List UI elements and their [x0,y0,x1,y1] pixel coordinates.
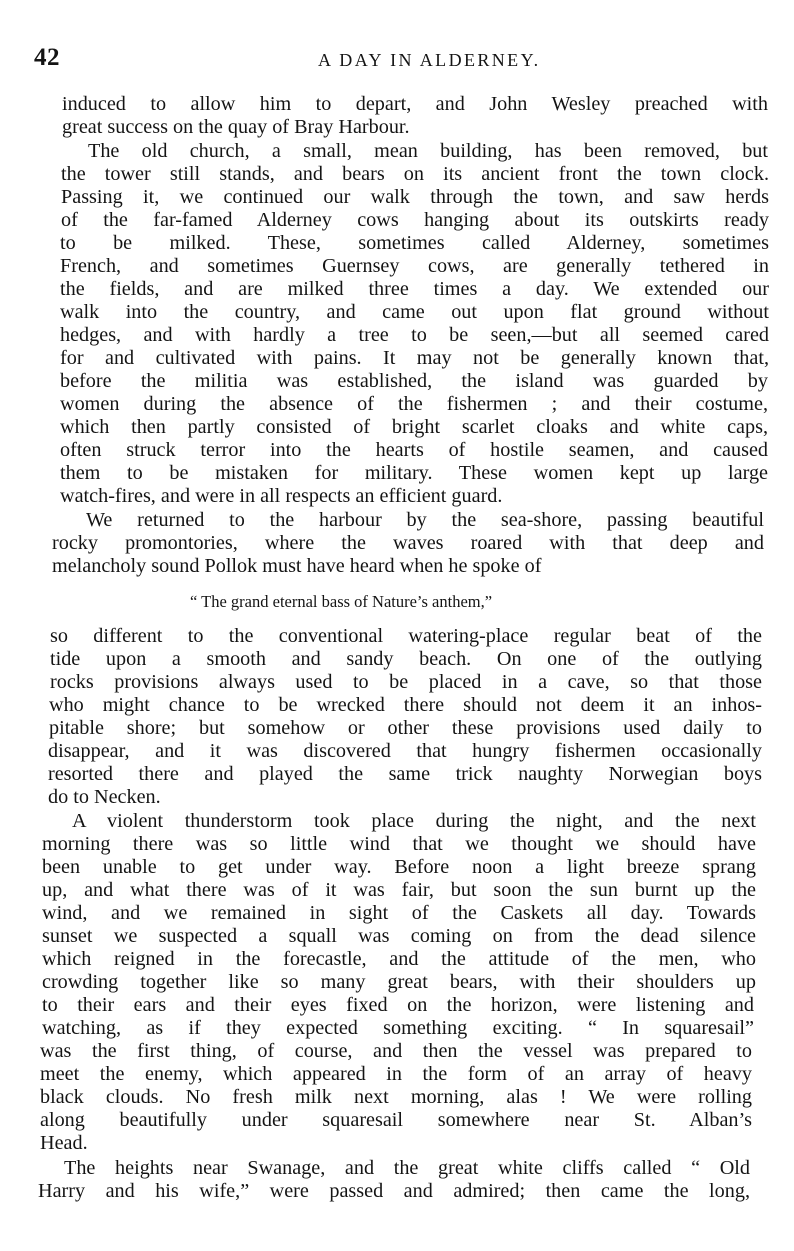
text-line: tide upon a smooth and sandy beach. On one of the outlying [50,648,762,670]
text-line: wind, and we remained in sight of the Caskets all day. Towards [42,902,756,924]
text-line: The heights near Swanage, and the great white cliffs called “ Old [64,1157,750,1179]
text-line: watch-fires, and were in all respects an efficient guard. [60,485,503,507]
text-line: often struck terror into the hearts of hostile seamen, and caused [60,439,768,461]
text-line: which then partly consisted of bright scarlet cloaks and white caps, [60,416,768,438]
text-line: great success on the quay of Bray Harbour. [62,116,410,138]
text-line: disappear, and it was discovered that hungry fishermen occasionally [48,740,762,762]
text-line: been unable to get under way. Before noon a light breeze sprang [42,856,756,878]
text-line: crowding together like so many great bears, with their shoulders up [42,971,756,993]
text-line: morning there was so little wind that we thought we should have [42,833,756,855]
text-line: the fields, and are milked three times a day. We extended our [60,278,769,300]
text-line: rocky promontories, where the waves roared with that deep and [52,532,764,554]
text-line: walk into the country, and came out upon flat ground without [60,301,769,323]
text-line: of the far-famed Alderney cows hanging about its outskirts ready [61,209,769,231]
text-line: watching, as if they expected something exciting. “ In squaresail” [42,1017,754,1039]
text-line: Harry and his wife,” were passed and admired; then came the long, [38,1180,750,1202]
text-line: Passing it, we continued our walk through the town, and saw herds [61,186,769,208]
text-line: before the militia was established, the island was guarded by [60,370,768,392]
text-line: do to Necken. [48,786,161,808]
text-line: women during the absence of the fishermen ; and their costume, [60,393,768,415]
text-line: along beautifully under squaresail somewhere near St. Alban’s [40,1109,752,1131]
text-line: induced to allow him to depart, and John Wesley preached with [62,93,768,115]
text-line: Head. [40,1132,88,1154]
text-line: the tower still stands, and bears on its ancient front the town clock. [61,163,769,185]
text-line: rocks provisions always used to be placed in a cave, so that those [50,671,762,693]
text-line: which reigned in the forecastle, and the attitude of the men, who [42,948,756,970]
text-line: who might chance to be wrecked there should not deem it an inhos- [49,694,762,716]
text-line: for and cultivated with pains. It may not be generally known that, [60,347,769,369]
text-line: so different to the conventional watering-place regular beat of the [50,625,762,647]
block-quote: “ The grand eternal bass of Nature’s anthem,” [190,592,493,611]
text-line: black clouds. No fresh milk next morning, alas ! We were rolling [40,1086,752,1108]
text-line: them to be mistaken for military. These women kept up large [60,462,768,484]
text-line: The old church, a small, mean building, has been removed, but [88,140,768,162]
text-line: up, and what there was of it was fair, but soon the sun burnt up the [42,879,756,901]
running-title: A DAY IN ALDERNEY. [318,50,541,70]
page-number: 42 [34,44,60,71]
text-line: resorted there and played the same trick naughty Norwegian boys [48,763,762,785]
text-line: French, and sometimes Guernsey cows, are generally tethered in [60,255,769,277]
text-line: A violent thunderstorm took place during the night, and the next [72,810,756,832]
text-line: pitable shore; but somehow or other these provisions used daily to [49,717,762,739]
text-line: to be milked. These, sometimes called Alderney, sometimes [60,232,769,254]
page-header [34,44,774,76]
text-line: sunset we suspected a squall was coming on from the dead silence [42,925,756,947]
text-line: hedges, and with hardly a tree to be seen,—but all seemed cared [60,324,769,346]
text-line: was the first thing, of course, and then the vessel was prepared to [40,1040,752,1062]
text-line: melancholy sound Pollok must have heard when he spoke of [52,555,542,577]
text-line: to their ears and their eyes fixed on the horizon, were listening and [42,994,754,1016]
text-line: meet the enemy, which appeared in the form of an array of heavy [40,1063,752,1085]
text-line: We returned to the harbour by the sea-shore, passing beautiful [86,509,764,531]
